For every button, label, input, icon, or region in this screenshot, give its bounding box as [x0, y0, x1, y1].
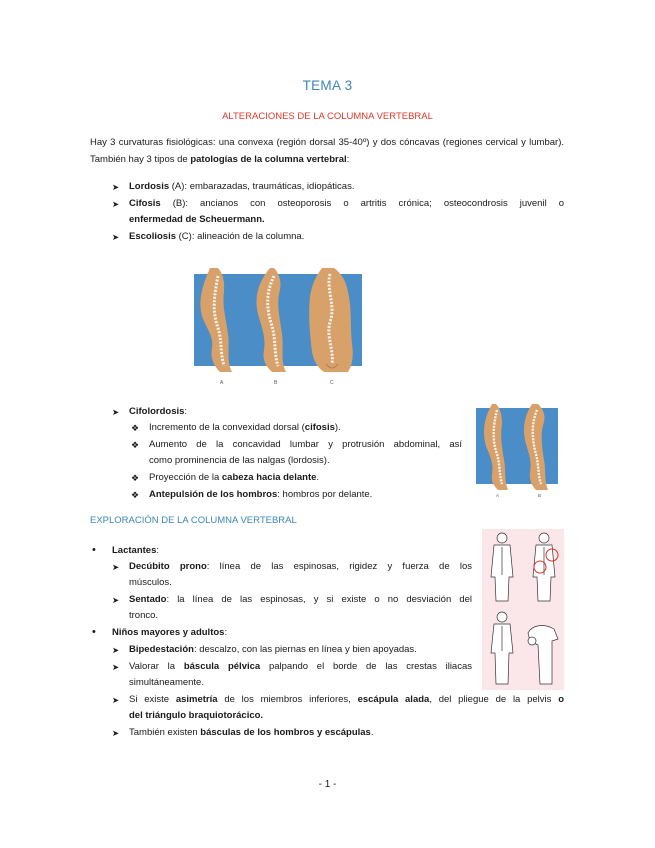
cifolordosis-item-1 [149, 420, 341, 436]
cifosis-line2 [129, 212, 265, 228]
figure2-label-b: B [538, 493, 542, 498]
cifolordosis-figure [474, 398, 560, 502]
item1-post: ). [334, 422, 341, 433]
term-cifosis: Cifosis [129, 198, 161, 209]
term-asimetria: asimetría [175, 694, 218, 705]
asimetria-pre: Si existe [129, 694, 176, 705]
term-cifolordosis: Cifolordosis [129, 406, 185, 417]
prono-line2: músculos. [129, 577, 172, 588]
diamond-bullet-icon: ❖ [131, 440, 140, 450]
bipedestacion-desc: : descalzo, con las piernas en línea y bien apoyadas. [193, 644, 417, 655]
term-basculas-hombros: básculas de los hombros y escápulas [200, 727, 371, 738]
arrow-bullet-icon: ➤ [112, 407, 120, 417]
figure1-label-c: C [330, 380, 334, 386]
list-item-lordosis [129, 179, 354, 195]
asimetria-desc2: , del pliegue de la pelvis [429, 694, 559, 705]
asimetria-line2 [129, 708, 263, 724]
term-bascula-pelvica: báscula pélvica [183, 661, 261, 672]
exploration-heading: EXPLORACIÓN DE LA COLUMNA VERTEBRAL [90, 515, 297, 526]
item1-bold: cifosis [304, 422, 335, 433]
diamond-bullet-icon: ❖ [131, 473, 140, 483]
term-bipedestacion: Bipedestación [129, 644, 194, 655]
intro-end: : [346, 154, 350, 165]
list-item-lactantes [112, 543, 159, 559]
cifosis-desc: (B): ancianos con osteoporosis o artritis crónica; osteocondrosis juvenil o [160, 198, 564, 209]
bascula-desc: palpando el borde de las crestas iliacas [260, 661, 472, 672]
bascula-pre: Valorar la [129, 661, 184, 672]
cifolordosis-item-4 [149, 487, 372, 503]
item4-post: : hombros por delante. [277, 489, 373, 500]
term-lordosis: Lordosis [129, 181, 170, 192]
cifolordosis-item-2: Aumento de la concavidad lumbar y protrusión abdominal, así [149, 439, 462, 450]
figure1-label-b: B [274, 380, 278, 386]
term-lactantes: Lactantes [112, 545, 157, 556]
basculas-end: . [370, 727, 374, 738]
list-item-escoliosis [129, 229, 304, 245]
term-sentado: Sentado [129, 594, 167, 605]
page-title: TEMA 3 [302, 78, 353, 93]
arrow-bullet-icon: ➤ [112, 232, 120, 242]
intro-bold: patologías de la columna vertebral [190, 154, 347, 165]
ninos-item-bascula [129, 659, 472, 675]
escoliosis-desc: (C): alineación de la columna. [176, 231, 305, 242]
term-escoliosis: Escoliosis [129, 231, 176, 242]
item1-pre: Incremento de la convexidad dorsal ( [149, 422, 305, 433]
page-subtitle: ALTERACIONES DE LA COLUMNA VERTEBRAL [222, 111, 433, 122]
term-escapula-alada: escápula alada [357, 694, 430, 705]
ninos-item-asimetria [129, 692, 564, 708]
dot-bullet-icon: • [92, 626, 96, 638]
cifolordosis-item-3 [149, 470, 319, 486]
list-item-cifosis [129, 196, 564, 212]
arrow-bullet-icon: ➤ [112, 595, 120, 605]
bascula-line2: simultáneamente. [129, 677, 204, 688]
arrow-bullet-icon: ➤ [112, 645, 120, 655]
lactantes-colon: : [156, 545, 159, 556]
exploration-figure [482, 529, 564, 690]
arrow-bullet-icon: ➤ [112, 182, 120, 192]
term-triangulo: del triángulo braquiotorácico. [129, 710, 264, 721]
term-decubito-prono: Decúbito prono [129, 561, 207, 572]
ninos-item-bipedestacion [129, 642, 417, 658]
ninos-item-basculas-hombros [129, 725, 373, 741]
asimetria-desc: de los miembros inferiores, [217, 694, 358, 705]
intro-paragraph [90, 134, 564, 168]
figure2-label-a: A [496, 493, 500, 498]
term-ninos: Niños mayores y adultos [112, 627, 225, 638]
intro-text: Hay 3 curvaturas fisiológicas: una convexa (región dorsal 35-40º) y dos cóncavas (regiones cervical y lumbar). También hay 3 tipos de [90, 137, 564, 165]
lactantes-item-prono [129, 559, 472, 575]
list-item-ninos [112, 625, 227, 641]
spine-curvatures-figure [192, 256, 364, 394]
list-item-cifolordosis [129, 404, 187, 420]
lactantes-item-sentado [129, 592, 472, 608]
sentado-line2: tronco. [129, 610, 159, 621]
exploration-illustration [482, 529, 564, 690]
dot-bullet-icon: • [92, 544, 96, 556]
cifolordosis-illustration [474, 398, 560, 502]
arrow-bullet-icon: ➤ [112, 662, 120, 672]
sentado-desc: : la línea de las espinosas, y si existe o no desviación del [166, 594, 472, 605]
diamond-bullet-icon: ❖ [131, 490, 140, 500]
term-o: o [558, 694, 564, 705]
arrow-bullet-icon: ➤ [112, 728, 120, 738]
arrow-bullet-icon: ➤ [112, 199, 120, 209]
cifolordosis-colon: : [184, 406, 188, 417]
item3-post: . [316, 472, 320, 483]
item4-bold: Antepulsión de los hombros [149, 489, 278, 500]
arrow-bullet-icon: ➤ [112, 562, 120, 572]
prono-desc: : línea de las espinosas, rigidez y fuerza de los [206, 561, 472, 572]
item3-pre: Proyección de la [149, 472, 222, 483]
spine-curvatures-illustration [192, 256, 364, 394]
basculas-pre: También existen [129, 727, 201, 738]
item3-bold: cabeza hacia delante [221, 472, 317, 483]
lordosis-desc: (A): embarazadas, traumáticas, idiopáticas. [169, 181, 355, 192]
cifolordosis-item-2-line2: como prominencia de las nalgas (lordosis). [149, 455, 330, 466]
diamond-bullet-icon: ❖ [131, 423, 140, 433]
term-scheuermann: enfermedad de Scheuermann. [129, 214, 265, 225]
figure1-label-a: A [220, 380, 224, 386]
arrow-bullet-icon: ➤ [112, 695, 120, 705]
ninos-colon: : [224, 627, 228, 638]
page-number: - 1 - [318, 779, 337, 790]
